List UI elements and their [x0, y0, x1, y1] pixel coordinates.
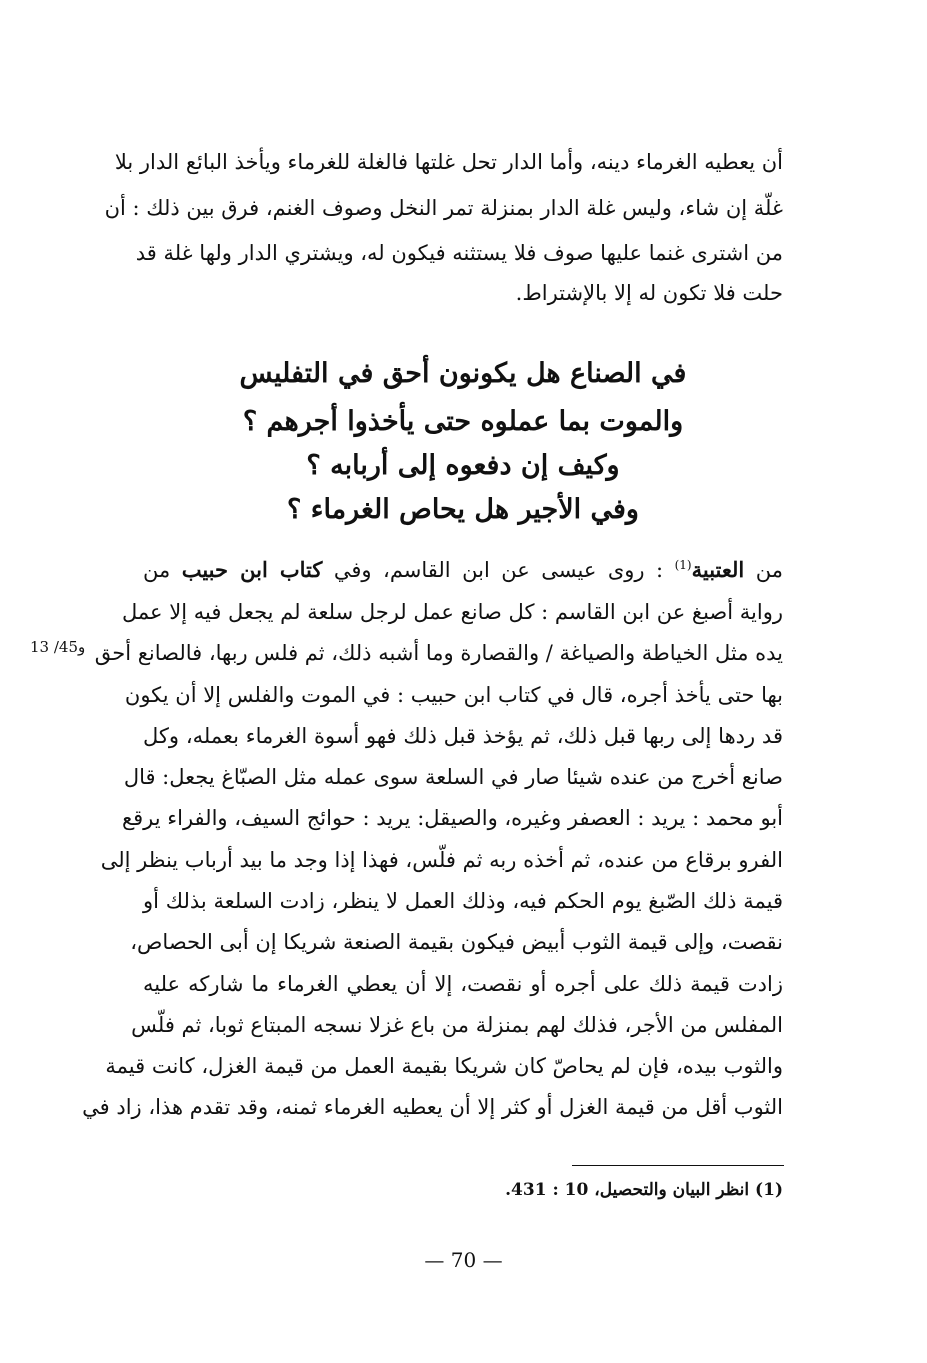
- paragraph1-line-2: غلّة إن شاء، وليس غلة الدار بمنزلة تمر النخل وصوف الغنم، فرق بين ذلك : أن: [104, 196, 783, 220]
- paragraph2-line-5: قد ردها إلى ربها قبل ذلك، ثم يؤخذ قبل ذلك فهو أسوة الغرماء بعمله، وكل: [143, 724, 783, 748]
- paragraph1-line-3: من اشترى غنما عليها صوف فلا يستثنه فيكون له، ويشتري الدار ولها غلة قد: [135, 241, 783, 265]
- lead-word: من: [755, 558, 783, 582]
- page-number: — 70 —: [424, 1248, 503, 1272]
- paragraph1-line-1: أن يعطيه الغرماء دينه، وأما الدار تحل غلتها فالغلة للغرماء ويأخذ البائع الدار بلا: [114, 150, 783, 174]
- line-middle: : روى عيسى عن ابن القاسم، وفي: [333, 558, 664, 582]
- section-heading-line-4: وفي الأجير هل يحاص الغرماء ؟: [287, 494, 639, 525]
- paragraph2-line-2: رواية أصبغ عن ابن القاسم : كل صانع عمل لرجل سلعة لم يجعل فيه إلا عمل: [122, 600, 783, 624]
- footnote-divider: [572, 1165, 784, 1166]
- margin-folio-note: 13 /45و: [30, 638, 86, 656]
- footnote-1: (1) انظر البيان والتحصيل، 10 : 431.: [505, 1180, 783, 1200]
- paragraph2-line-10: نقصت، وإلى قيمة الثوب أبيض فيكون بقيمة الصنعة شريكا إن أبى الحصاص،: [130, 930, 783, 954]
- paragraph2-line-14: الثوب أقل من قيمة الغزل أو كثر إلا أن يعطيه الغرماء ثمنه، وقد تقدم هذا، زاد في: [82, 1095, 783, 1119]
- paragraph2-line-12: المفلس من الأجر، فذلك لهم بمنزلة من باع غزلا نسجه المبتاع ثوبا، ثم فلّس: [131, 1013, 783, 1037]
- paragraph2-line-13: والثوب بيده، فإن لم يحاصّ كان شريكا بقيمة العمل من قيمة الغزل، كانت قيمة: [105, 1054, 783, 1078]
- paragraph2-line-9: قيمة ذلك الصّبغ يوم الحكم فيه، وذلك العمل لا ينظر، زادت السلعة بذلك أو: [143, 889, 783, 913]
- book-name: كتاب ابن حبيب: [181, 557, 323, 582]
- line-tail: من: [143, 558, 171, 582]
- section-heading-line-2: والموت بما عملوه حتى يأخذوا أجرهم ؟: [242, 406, 684, 437]
- paragraph2-line-3: يده مثل الخياطة والصياغة / والقصارة وما أشبه ذلك، ثم فلس ربها، فالصانع أحق: [94, 641, 783, 665]
- footnote-ref: (1): [674, 558, 692, 572]
- source-name: العتبية: [691, 557, 745, 582]
- section-heading-line-1: في الصناع هل يكونون أحق في التفليس: [239, 358, 687, 389]
- paragraph2-line-11: زادت قيمة ذلك على أجره أو نقصت، إلا أن يعطي الغرماء ما شاركه عليه: [143, 972, 783, 996]
- paragraph2-line-6: صانع أخرج من عنده شيئا صار في السلعة سوى عمله مثل الصبّاغ يجعل: قال: [123, 765, 783, 789]
- paragraph1-line-4: حلت فلا تكون له إلا بالإشتراط.: [515, 281, 783, 305]
- paragraph2-line-1: [143, 559, 783, 581]
- paragraph2-line-4: بها حتى يأخذ أجره، قال في كتاب ابن حبيب : في الموت والفلس إلا أن يكون: [124, 683, 783, 707]
- paragraph2-line-7: أبو محمد : يريد : العصفر وغيره، والصيقل: يريد : حوائج السيف، والفراء يرقع: [121, 806, 783, 830]
- section-heading-line-3: وكيف إن دفعوه إلى أربابه ؟: [306, 450, 620, 481]
- paragraph2-line-8: الفرو برقاع من عنده، ثم أخذه ربه ثم فلّس، فهذا إذا وجد ما بيد أرباب ينظر إلى: [100, 848, 783, 872]
